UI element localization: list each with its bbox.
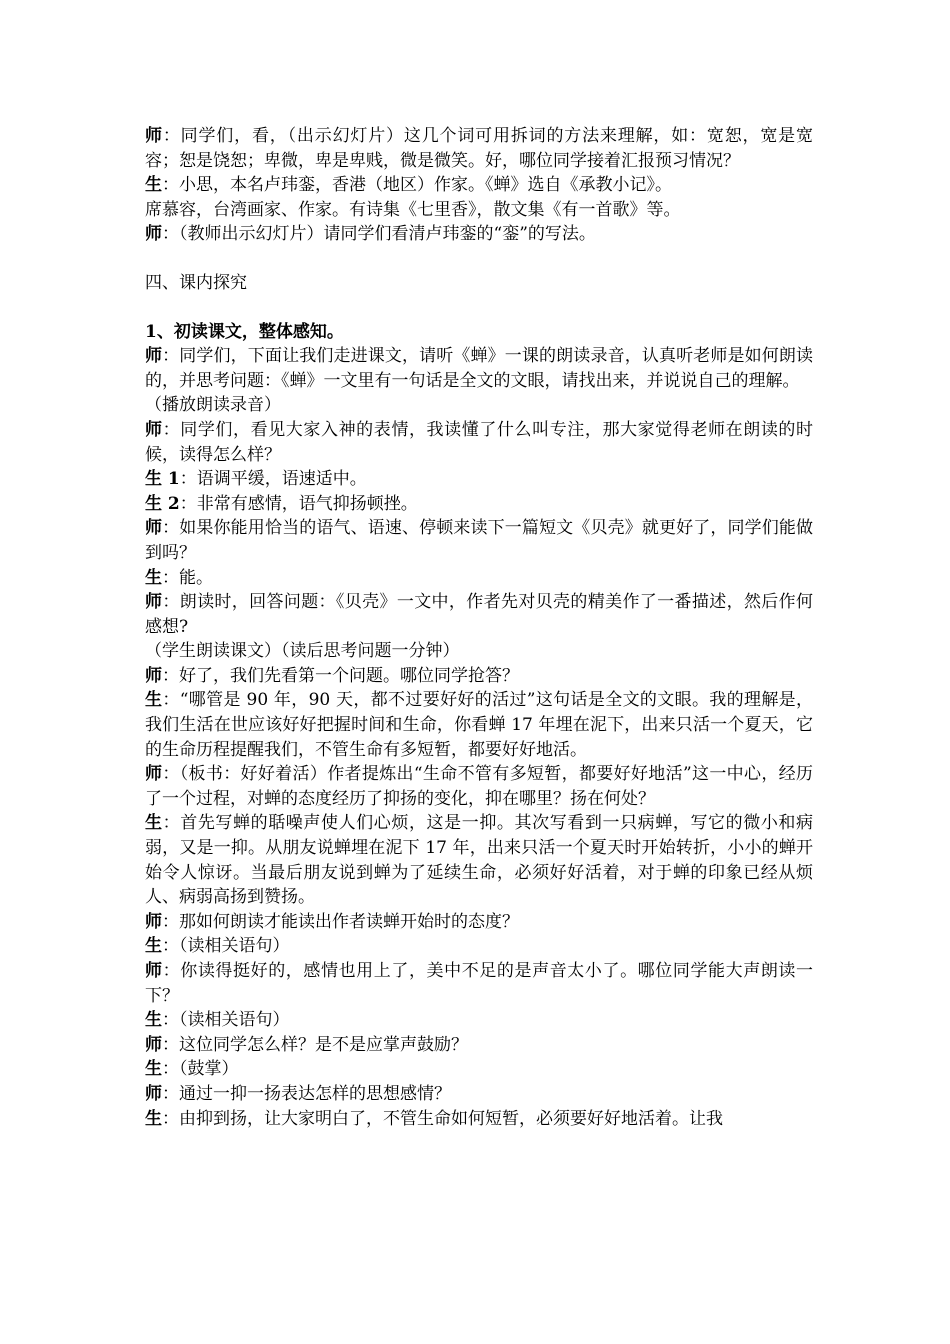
speaker-label: 生 bbox=[145, 175, 162, 196]
dialogue-line bbox=[145, 910, 813, 935]
dialogue-line bbox=[145, 566, 813, 591]
speaker-separator: ： bbox=[162, 1034, 179, 1055]
dialogue-line bbox=[145, 1107, 813, 1132]
dialogue-text: （教师出示幻灯片）请同学们看清卢玮銮的“銮”的写法。 bbox=[179, 224, 596, 245]
dialogue-text: （板书：好好着活）作者提炼出“生命不管有多短暂，都要好好地活”这一中心，经历了一个过程，对蝉的态度经历了抑扬的变化，抑在哪里？扬在何处？ bbox=[145, 764, 814, 809]
dialogue-text: （读相关语句） bbox=[179, 1010, 290, 1031]
speaker-label: 生 bbox=[145, 567, 162, 588]
dialogue-text: （鼓掌） bbox=[179, 1059, 239, 1080]
speaker-separator: ： bbox=[162, 1108, 179, 1129]
dialogue-text: 非常有感情，语气抑扬顿挫。 bbox=[196, 493, 418, 514]
speaker-label: 师 bbox=[145, 1034, 162, 1055]
speaker-label: 生 1 bbox=[145, 469, 180, 490]
speaker-label: 师 bbox=[145, 224, 162, 245]
subsection-heading: 1、初读课文，整体感知。 bbox=[145, 321, 344, 342]
dialogue-text: 好了，我们先看第一个问题。哪位同学抢答？ bbox=[179, 665, 519, 686]
dialogue-text: 同学们，看，（出示幻灯片）这几个词可用拆词的方法来理解，如：宽恕，宽是宽容；恕是饶恕；卑微，卑是卑贱，微是微笑。好，哪位同学接着汇报预习情况？ bbox=[145, 126, 814, 171]
stage-direction bbox=[145, 393, 813, 418]
speaker-separator: ： bbox=[162, 690, 180, 711]
dialogue-line bbox=[145, 934, 813, 959]
speaker-separator: ： bbox=[179, 469, 197, 490]
dialogue-line bbox=[145, 173, 813, 198]
dialogue-line bbox=[145, 1057, 813, 1082]
dialogue-line bbox=[145, 762, 813, 811]
speaker-separator: ： bbox=[162, 1010, 179, 1031]
speaker-separator: ： bbox=[162, 592, 180, 613]
dialogue-text: （读相关语句） bbox=[179, 936, 290, 957]
speaker-separator: ： bbox=[162, 1083, 179, 1104]
blank-line bbox=[145, 247, 813, 271]
speaker-label: 生 bbox=[145, 1108, 162, 1129]
dialogue-line bbox=[145, 1033, 813, 1058]
speaker-label: 师 bbox=[145, 961, 163, 981]
speaker-separator: ： bbox=[162, 224, 179, 245]
dialogue-text: 小思，本名卢玮銮，香港（地区）作家。《蝉》选自《承教小记》。 bbox=[179, 175, 672, 196]
speaker-label: 师 bbox=[145, 419, 163, 440]
dialogue-text: 同学们，下面让我们走进课文，请听《蝉》一课的朗读录音，认真听老师是如何朗读的，并思考问题：《蝉》一文里有一句话是全文的文眼，请找出来，并说说自己的理解。 bbox=[145, 346, 814, 391]
dialogue-line bbox=[145, 1008, 813, 1033]
speaker-label: 生 bbox=[145, 1010, 162, 1031]
paragraph bbox=[145, 198, 813, 223]
document-page bbox=[145, 124, 813, 1131]
speaker-separator: ： bbox=[179, 493, 197, 514]
dialogue-text: 由抑到扬，让大家明白了，不管生命如何短暂，必须要好好地活着。让我 bbox=[179, 1108, 723, 1129]
speaker-label: 生 bbox=[145, 813, 163, 834]
dialogue-text: 你读得挺好的，感情也用上了，美中不足的是声音太小了。哪位同学能大声朗读一下？ bbox=[145, 961, 814, 1006]
section-heading: 四、课内探究 bbox=[145, 272, 247, 293]
dialogue-text: 如果你能用恰当的语气、语速、停顿来读下一篇短文《贝壳》就更好了，同学们能做到吗？ bbox=[145, 518, 814, 563]
speaker-separator: ： bbox=[162, 665, 179, 686]
speaker-separator: ： bbox=[162, 1059, 179, 1080]
dialogue-text: 那如何朗读才能读出作者读蝉开始时的态度？ bbox=[179, 911, 519, 932]
speaker-separator: ： bbox=[162, 911, 179, 932]
speaker-label: 师 bbox=[145, 518, 163, 539]
dialogue-line bbox=[145, 124, 813, 173]
speaker-separator: ： bbox=[162, 419, 181, 440]
dialogue-text: 语调平缓，语速适中。 bbox=[196, 469, 367, 490]
speaker-label: 生 2 bbox=[145, 493, 180, 514]
speaker-separator: ： bbox=[162, 346, 180, 367]
paragraph-text: 席慕容，台湾画家、作家。有诗集《七里香》，散文集《有一首歌》等。 bbox=[145, 199, 681, 220]
stage-direction bbox=[145, 639, 813, 664]
stage-direction-text: （学生朗读课文）（读后思考问题一分钟） bbox=[145, 641, 460, 662]
speaker-label: 生 bbox=[145, 1059, 162, 1080]
speaker-separator: ： bbox=[162, 567, 179, 588]
dialogue-line bbox=[145, 418, 813, 467]
dialogue-text: 这位同学怎么样？是不是应掌声鼓励？ bbox=[179, 1034, 468, 1055]
dialogue-text: 朗读时，回答问题：《贝壳》一文中，作者先对贝壳的精美作了一番描述，然后作何感想? bbox=[145, 592, 814, 637]
dialogue-text: “哪管是 90 年，90 天，都不过要好好的活过”这句话是全文的文眼。我的理解是，我们生活在世应该好好把握时间和生命，你看蝉 17 年埋在泥下，出来只活一个夏天，它的生命历程提醒我们，不管生命有多短暂，都要好好地活。 bbox=[145, 690, 814, 760]
stage-direction-text: （播放朗读录音） bbox=[145, 395, 281, 416]
speaker-label: 师 bbox=[145, 346, 163, 367]
speaker-separator: ： bbox=[162, 126, 181, 146]
dialogue-text: 通过一抑一扬表达怎样的思想感情？ bbox=[179, 1083, 451, 1104]
dialogue-text: 首先写蝉的聒噪声使人们心烦，这是一抑。其次写看到一只病蝉，写它的微小和病弱，又是一抑。从朋友说蝉埋在泥下 17 年，出来只活一个夏天时开始转折，小小的蝉开始令人惊讶。当最后朋友说到蝉为了延续生命，必须好好活着，对于蝉的印象已经从烦人、病弱高扬到赞扬。 bbox=[145, 813, 814, 908]
speaker-label: 生 bbox=[145, 690, 163, 711]
dialogue-line bbox=[145, 222, 813, 247]
dialogue-line bbox=[145, 688, 813, 762]
speaker-label: 师 bbox=[145, 1083, 162, 1104]
speaker-label: 师 bbox=[145, 665, 162, 686]
speaker-separator: ： bbox=[162, 518, 180, 539]
speaker-separator: ： bbox=[162, 813, 181, 834]
speaker-separator: ： bbox=[162, 764, 180, 785]
dialogue-line bbox=[145, 811, 813, 909]
dialogue-line bbox=[145, 959, 813, 1008]
speaker-label: 师 bbox=[145, 764, 163, 785]
dialogue-line bbox=[145, 590, 813, 639]
dialogue-text: 同学们，看见大家入神的表情，我读懂了什么叫专注，那大家觉得老师在朗读的时候，读得怎么样？ bbox=[145, 419, 814, 465]
speaker-label: 师 bbox=[145, 592, 163, 613]
dialogue-line bbox=[145, 664, 813, 689]
dialogue-line bbox=[145, 344, 813, 393]
dialogue-text: 能。 bbox=[179, 567, 213, 588]
speaker-label: 师 bbox=[145, 911, 162, 932]
speaker-separator: ： bbox=[162, 961, 181, 981]
speaker-label: 师 bbox=[145, 126, 163, 146]
speaker-separator: ： bbox=[162, 175, 179, 196]
dialogue-line bbox=[145, 1082, 813, 1107]
blank-line bbox=[145, 296, 813, 320]
dialogue-line bbox=[145, 516, 813, 565]
speaker-separator: ： bbox=[162, 936, 179, 957]
dialogue-line bbox=[145, 492, 813, 517]
dialogue-line bbox=[145, 467, 813, 492]
speaker-label: 生 bbox=[145, 936, 162, 957]
